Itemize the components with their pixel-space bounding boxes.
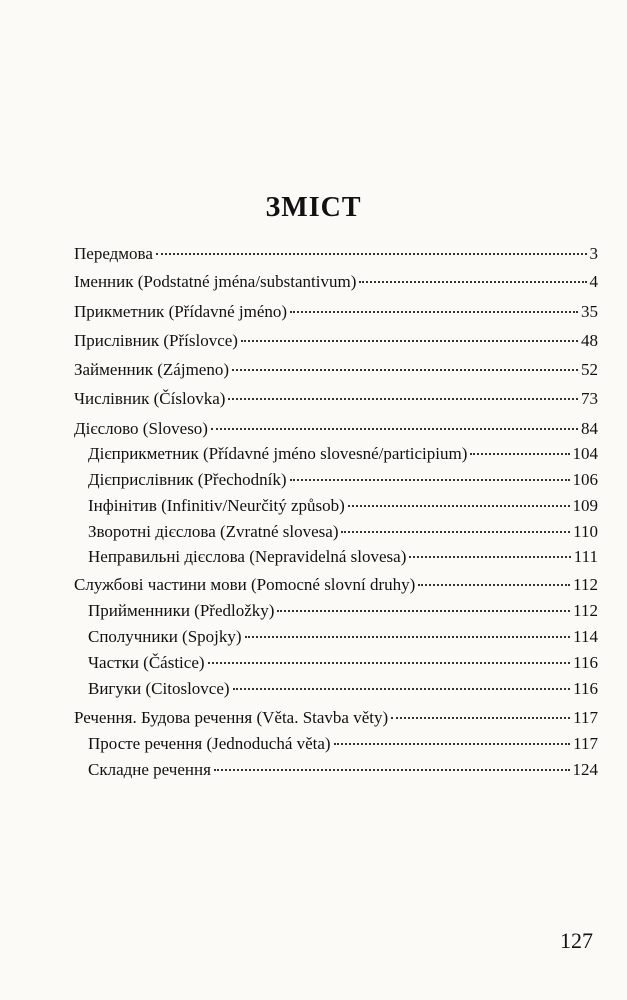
toc-entry <box>74 360 598 380</box>
toc-entry <box>74 389 598 409</box>
leader-dots <box>277 610 570 612</box>
toc-entry-label: Складне речення <box>88 760 211 779</box>
leader-dots <box>470 453 569 455</box>
toc-entry <box>74 419 598 439</box>
toc-entry-page: 106 <box>572 470 598 489</box>
toc-entry <box>88 734 598 754</box>
leader-dots <box>214 769 570 771</box>
toc-entry <box>88 601 598 621</box>
leader-dots <box>228 398 578 400</box>
toc-entry <box>74 244 598 264</box>
toc-entry <box>88 470 598 490</box>
toc-entry <box>88 547 598 567</box>
toc-entry <box>88 627 598 647</box>
toc-entry-label: Прийменники (Předložky) <box>88 601 275 620</box>
toc-entry-page: 112 <box>573 575 598 594</box>
toc-entry-label: Дієприслівник (Přechodník) <box>88 470 287 489</box>
toc-entry <box>88 653 598 673</box>
toc-entry-label: Інфінітив (Infinitiv/Neurčitý způsob) <box>88 496 345 515</box>
toc-entry-page: 104 <box>572 444 598 463</box>
toc-entry-label: Зворотні дієслова (Zvratné slovesa) <box>88 522 339 541</box>
leader-dots <box>391 717 570 719</box>
toc-entry <box>74 272 598 292</box>
toc-entry-page: 4 <box>589 272 598 291</box>
leader-dots <box>334 743 571 745</box>
leader-dots <box>245 636 571 638</box>
toc-entry <box>74 708 598 728</box>
toc-entry-page: 84 <box>581 419 598 438</box>
leader-dots <box>208 662 571 664</box>
leader-dots <box>290 479 570 481</box>
toc-entry-page: 52 <box>581 360 598 379</box>
leader-dots <box>348 505 570 507</box>
toc-entry-page: 73 <box>581 389 598 408</box>
toc-entry-label: Дієслово (Sloveso) <box>74 419 208 438</box>
toc-entry-page: 3 <box>589 244 598 263</box>
leader-dots <box>233 688 571 690</box>
toc-entry-page: 112 <box>573 601 598 620</box>
toc-entry <box>88 760 598 780</box>
toc-entry <box>74 331 598 351</box>
toc-entry-label: Іменник (Podstatné jména/substantivum) <box>74 272 357 291</box>
toc-entry-page: 114 <box>573 627 598 646</box>
toc-entry-label: Частки (Částice) <box>88 653 205 672</box>
toc-entry-label: Числівник (Číslovka) <box>74 389 226 408</box>
toc-entry <box>88 496 598 516</box>
leader-dots <box>211 428 578 430</box>
toc-entry <box>74 575 598 595</box>
leader-dots <box>409 556 570 558</box>
toc-entry-label: Займенник (Zájmeno) <box>74 360 230 379</box>
leader-dots <box>290 311 578 313</box>
toc-entry-label: Сполучники (Spojky) <box>88 627 242 646</box>
toc-entry-page: 109 <box>572 496 598 515</box>
toc-entry <box>74 302 598 322</box>
toc-entry-label: Дієприкметник (Přídavné jméno slovesné/participium) <box>88 444 468 463</box>
toc-entry-page: 117 <box>573 734 598 753</box>
toc-entry-page: 116 <box>573 653 598 672</box>
leader-dots <box>359 281 586 283</box>
leader-dots <box>418 584 570 586</box>
leader-dots <box>241 340 578 342</box>
toc-entry-page: 35 <box>581 302 598 321</box>
toc-entry-label: Службові частини мови (Pomocné slovní druhy) <box>74 575 416 594</box>
toc-entry-page: 110 <box>573 522 598 541</box>
page-number: 127 <box>560 928 593 953</box>
leader-dots <box>156 253 587 255</box>
toc-entry-page: 48 <box>581 331 598 350</box>
toc-entry-label: Прислівник (Příslovce) <box>74 331 238 350</box>
toc-entry-label: Прикметник (Přídavné jméno) <box>74 302 288 321</box>
toc-entry-page: 124 <box>572 760 598 779</box>
toc-entry-page: 116 <box>573 679 598 698</box>
toc-entry-label: Передмова <box>74 244 153 263</box>
toc-entry <box>88 522 598 542</box>
contents-heading: ЗМІСТ <box>265 192 362 223</box>
toc-entry-label: Неправильні дієслова (Nepravidelná slovesa) <box>88 547 407 566</box>
toc-entry-label: Просте речення (Jednoduchá věta) <box>88 734 331 753</box>
toc-entry-label: Речення. Будова речення (Věta. Stavba věty) <box>74 708 389 727</box>
toc-entry <box>88 679 598 699</box>
toc-entry-label: Вигуки (Citoslovce) <box>88 679 230 698</box>
toc-entry-page: 117 <box>573 708 598 727</box>
leader-dots <box>232 369 578 371</box>
toc-entry <box>88 444 598 464</box>
leader-dots <box>341 531 570 533</box>
toc-entry-page: 111 <box>573 547 598 566</box>
